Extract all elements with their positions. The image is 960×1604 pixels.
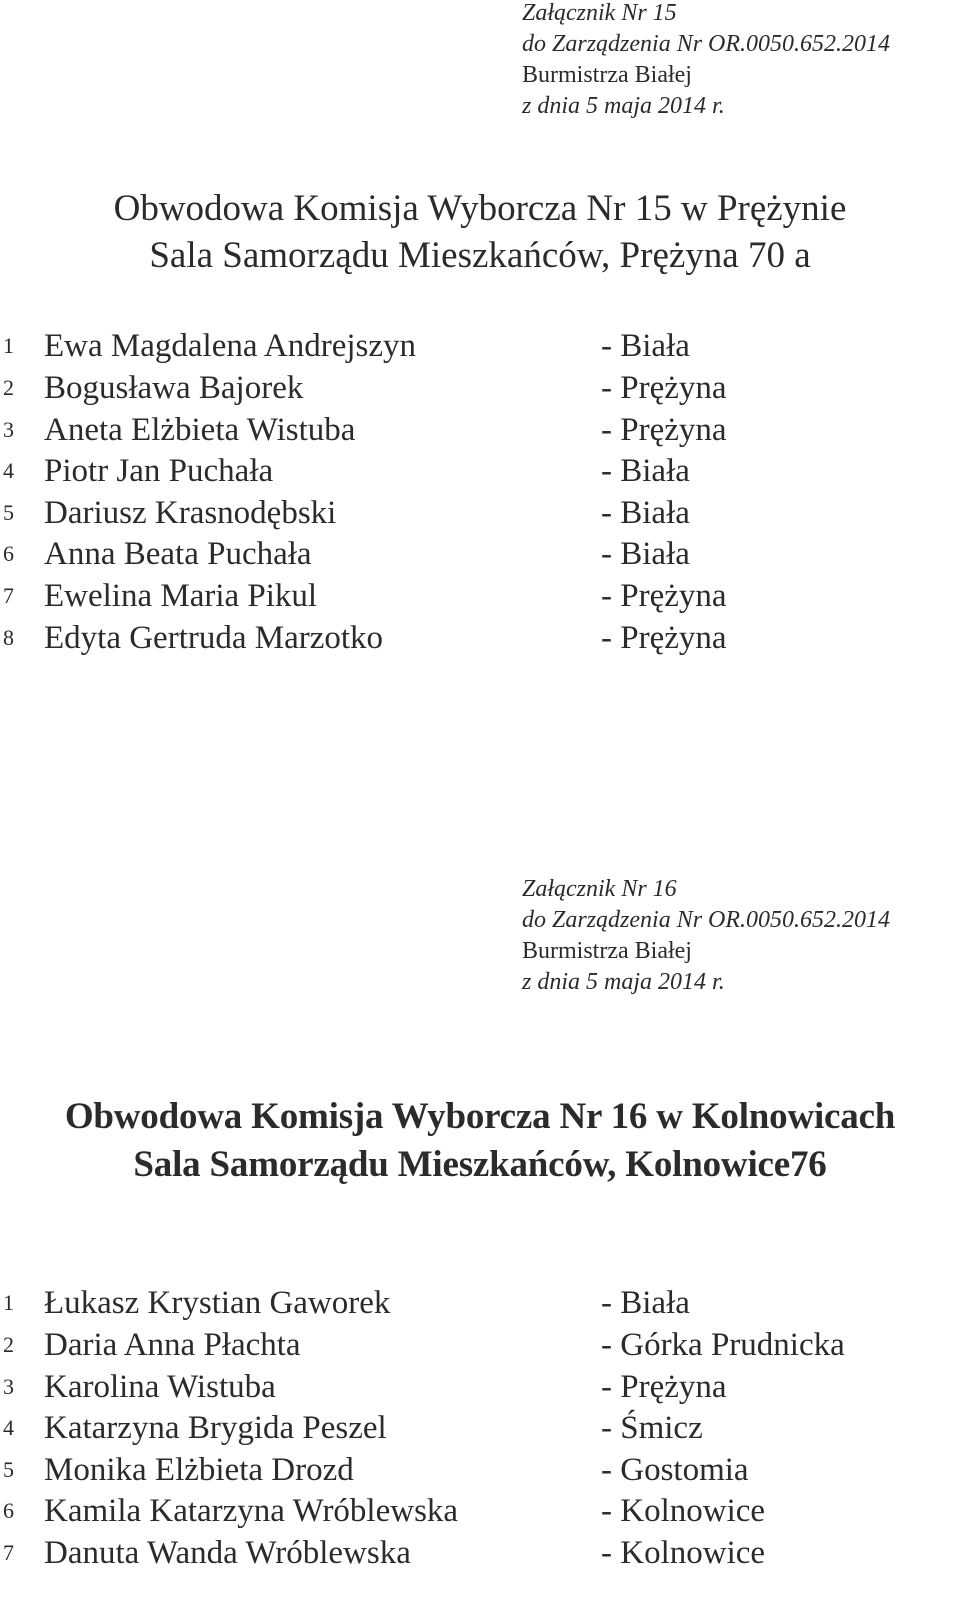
member-number: 1 [3,1290,14,1315]
member-name: Danuta Wanda Wróblewska [44,1535,411,1571]
member-number: 3 [3,1374,14,1399]
member-name: Ewelina Maria Pikul [44,578,318,614]
annex-number: Załącznik Nr 15 [522,0,677,26]
member-name: Kamila Katarzyna Wróblewska [44,1493,459,1529]
annex-date: z dnia 5 maja 2014 r. [522,93,725,119]
member-number: 2 [3,375,14,400]
member-number: 1 [3,333,14,358]
member-place: - Prężyna [601,370,727,406]
member-place: - Prężyna [601,578,727,614]
member-name: Aneta Elżbieta Wistuba [44,412,356,448]
member-number: 3 [3,417,14,442]
committee-venue: Sala Samorządu Mieszkańców, Kolnowice76 [133,1144,827,1185]
member-number: 5 [3,500,14,525]
annex-date: z dnia 5 maja 2014 r. [522,969,725,995]
member-place: - Biała [601,1285,690,1321]
member-number: 7 [3,1540,14,1565]
annex-mayor: Burmistrza Białej [522,938,692,964]
member-row [0,1366,960,1408]
member-name: Ewa Magdalena Andrejszyn [44,328,417,364]
member-place: - Biała [601,536,690,572]
member-name: Łukasz Krystian Gaworek [44,1285,391,1321]
member-place: - Prężyna [601,620,727,656]
member-number: 7 [3,583,14,608]
member-row [0,450,960,492]
annex-ordinance: do Zarządzenia Nr OR.0050.652.2014 [522,907,891,933]
member-place: - Kolnowice [601,1493,766,1529]
member-number: 5 [3,1457,14,1482]
member-name: Katarzyna Brygida Peszel [44,1410,387,1446]
member-row [0,1490,960,1532]
member-row [0,367,960,409]
annex-number: Załącznik Nr 16 [522,876,677,902]
member-place: - Kolnowice [601,1535,766,1571]
member-row [0,325,960,367]
member-row [0,617,960,659]
member-row [0,409,960,451]
member-place: - Biała [601,328,690,364]
member-name: Edyta Gertruda Marzotko [44,620,384,656]
member-number: 6 [3,541,14,566]
member-row [0,1449,960,1491]
member-number: 4 [3,1415,14,1440]
committee-venue: Sala Samorządu Mieszkańców, Prężyna 70 a [149,235,811,276]
member-name: Dariusz Krasnodębski [44,495,337,531]
member-place: - Biała [601,453,690,489]
member-number: 2 [3,1332,14,1357]
member-name: Daria Anna Płachta [44,1327,301,1363]
annex-header [522,874,890,998]
member-place: - Prężyna [601,1369,727,1405]
member-number: 6 [3,1498,14,1523]
member-row [0,533,960,575]
member-name: Anna Beata Puchała [44,536,312,572]
member-row [0,1324,960,1366]
member-number: 4 [3,458,14,483]
member-row [0,575,960,617]
member-place: - Biała [601,495,690,531]
annex-header [522,0,890,122]
member-number: 8 [3,625,14,650]
committee-title: Obwodowa Komisja Wyborcza Nr 15 w Prężynie [113,188,847,229]
member-name: Bogusława Bajorek [44,370,304,406]
annex-mayor: Burmistrza Białej [522,62,692,88]
member-row [0,492,960,534]
member-place: - Śmicz [601,1410,703,1446]
member-place: - Górka Prudnicka [601,1327,845,1363]
member-name: Karolina Wistuba [44,1369,276,1405]
committee-title: Obwodowa Komisja Wyborcza Nr 16 w Kolnowicach [64,1096,896,1137]
member-place: - Gostomia [601,1452,749,1488]
member-row [0,1532,960,1574]
member-row [0,1282,960,1324]
member-name: Monika Elżbieta Drozd [44,1452,354,1488]
member-row [0,1407,960,1449]
member-name: Piotr Jan Puchała [44,453,274,489]
member-place: - Prężyna [601,412,727,448]
annex-ordinance: do Zarządzenia Nr OR.0050.652.2014 [522,31,891,57]
